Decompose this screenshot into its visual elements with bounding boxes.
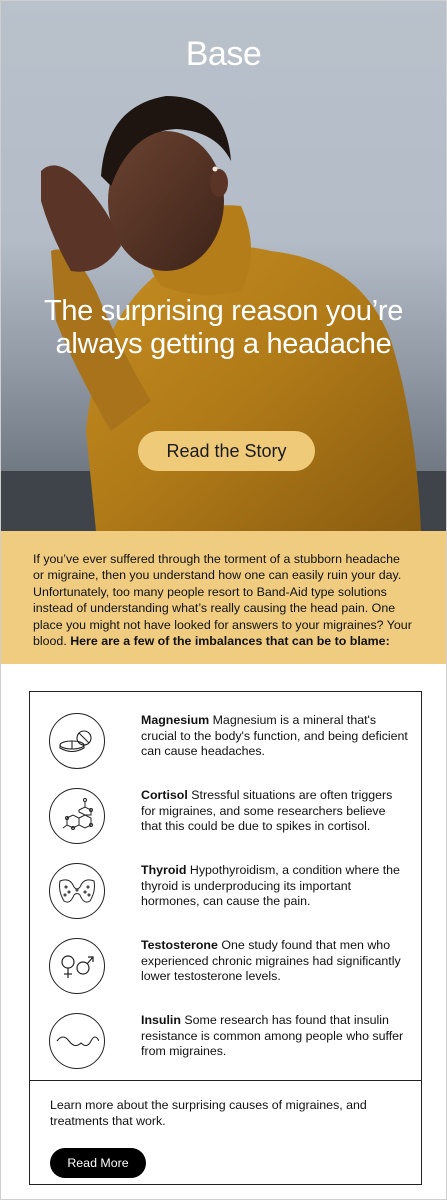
intro-section	[1, 531, 446, 664]
list-item-magnesium	[30, 705, 421, 779]
list-item-testosterone	[30, 930, 421, 1004]
list-item-thyroid	[30, 855, 421, 929]
thyroid-icon	[49, 863, 105, 919]
pills-icon	[49, 713, 105, 769]
item-title: Cortisol	[141, 788, 192, 802]
intro-body: If you’ve ever suffered through the torment of a stubborn headache or migraine, then you understand how one can easily ruin your day. Unfortunately, too many people resort to Band-Aid type solutions instead of understanding what’s really causing the head pain. One place you might not have looked for answers to your migraines? Your blood.	[33, 552, 412, 649]
hero-headline: The surprising reason you’re always getting a headache	[43, 295, 404, 360]
list-item-cortisol	[30, 780, 421, 854]
item-description: Magnesium is a mineral that's crucial to the body's function, and being deficient can cause headaches.	[141, 713, 408, 759]
item-description: One study found that men who experienced chronic migraines had significantly lower testosterone levels.	[141, 938, 401, 984]
brand-logo: Base	[185, 35, 262, 73]
wave-icon	[49, 1013, 105, 1069]
item-title: Thyroid	[141, 863, 190, 877]
gender-symbols-icon	[49, 938, 105, 994]
list-item-insulin	[30, 1005, 421, 1079]
item-description: Hypothyroidism, a condition where the thyroid is underproducing its important hormones, can cause the pain.	[141, 863, 400, 909]
footer-text: Learn more about the surprising causes of migraines, and treatments that work.	[50, 1098, 367, 1128]
section-divider	[30, 1080, 421, 1081]
hero-banner	[1, 1, 446, 531]
molecule-icon	[49, 788, 105, 844]
item-description: Stressful situations are often triggers for migraines, and some researchers believe that this could be due to spikes in cortisol.	[141, 788, 393, 834]
item-description: Some research has found that insulin resistance is common among people who suffer from migraines.	[141, 1013, 404, 1059]
read-the-story-button[interactable]: Read the Story	[138, 431, 315, 471]
item-title: Insulin	[141, 1013, 185, 1027]
item-title: Testosterone	[141, 938, 222, 952]
read-more-button[interactable]: Read More	[50, 1148, 146, 1178]
item-title: Magnesium	[141, 713, 213, 727]
intro-emphasis: Here are a few of the imbalances that can be to blame:	[70, 634, 390, 649]
imbalances-box	[29, 691, 422, 1185]
